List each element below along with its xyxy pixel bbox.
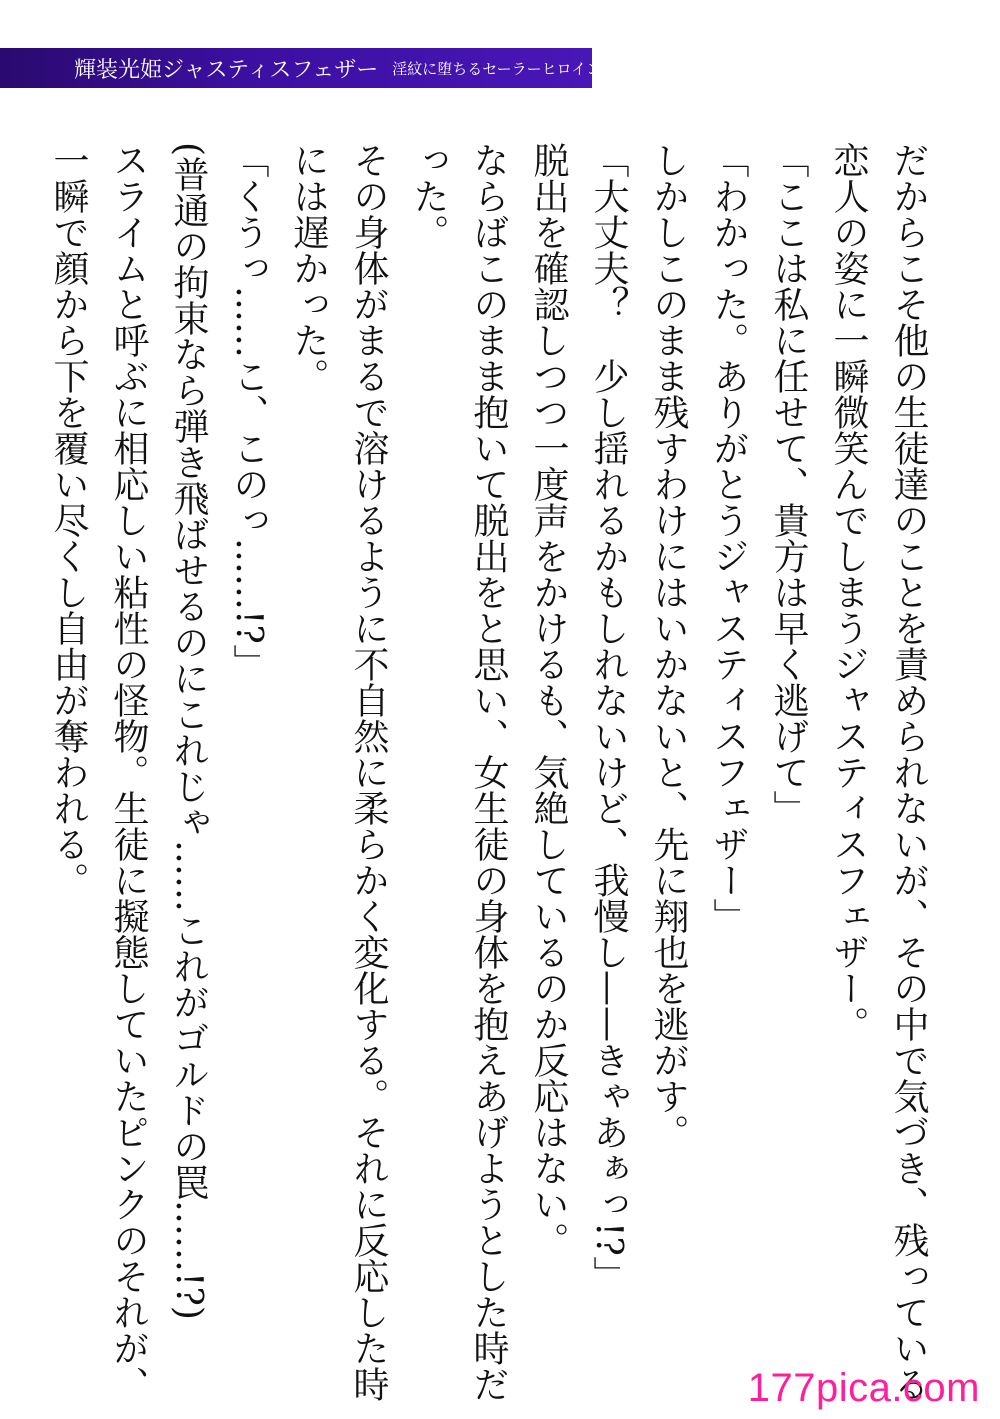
- text-line: 恋人の姿に一瞬微笑んでしまうジャスティスフェザー。: [828, 142, 869, 1042]
- text-line: ならばこのまま抱いて脱出をと思い、女生徒の身体を抱えあげようとした時だ: [468, 142, 509, 1402]
- header-band: [0, 48, 602, 88]
- text-line: 「ここは私に任せて、貴方は早く逃げて」: [768, 142, 809, 826]
- text-line: その身体がまるで溶けるように不自然に柔らかく変化する。それに反応した時: [348, 142, 389, 1402]
- text-line: 「わかった。ありがとうジャスティスフェザー」: [708, 142, 749, 934]
- text-line: 「くうっ……こ、このっ……!?」: [228, 142, 269, 680]
- text-line: 一瞬で顔から下を覆い尽くし自由が奪われる。: [48, 142, 89, 898]
- text-line: しかしこのまま残すわけにはいかないと、先に翔也を逃がす。: [648, 142, 689, 1150]
- text-line: には遅かった。: [288, 142, 329, 394]
- text-line: った。: [408, 142, 449, 250]
- book-subtitle: 淫紋に堕ちるセーラーヒロイン: [392, 59, 602, 78]
- text-line: 脱出を確認しつつ一度声をかけるも、気絶しているのか反応はない。: [528, 142, 569, 1258]
- text-line: だからこそ他の生徒達のことを責められないが、その中で気づき、残っている: [888, 142, 929, 1402]
- text-line: スライムと呼ぶに相応しい粘性の怪物。生徒に擬態していたピンクのそれが、: [108, 142, 149, 1402]
- text-line: 「大丈夫？ 少し揺れるかもしれないけど、我慢し——きゃあぁっ!?」: [588, 142, 629, 1292]
- book-title: 輝装光姫ジャスティスフェザー: [74, 57, 379, 83]
- text-line: (普通の拘束なら弾き飛ばせるのにこれじゃ……これがゴルドの罠……!?): [168, 142, 209, 1320]
- watermark: 177pica.com: [747, 1366, 980, 1410]
